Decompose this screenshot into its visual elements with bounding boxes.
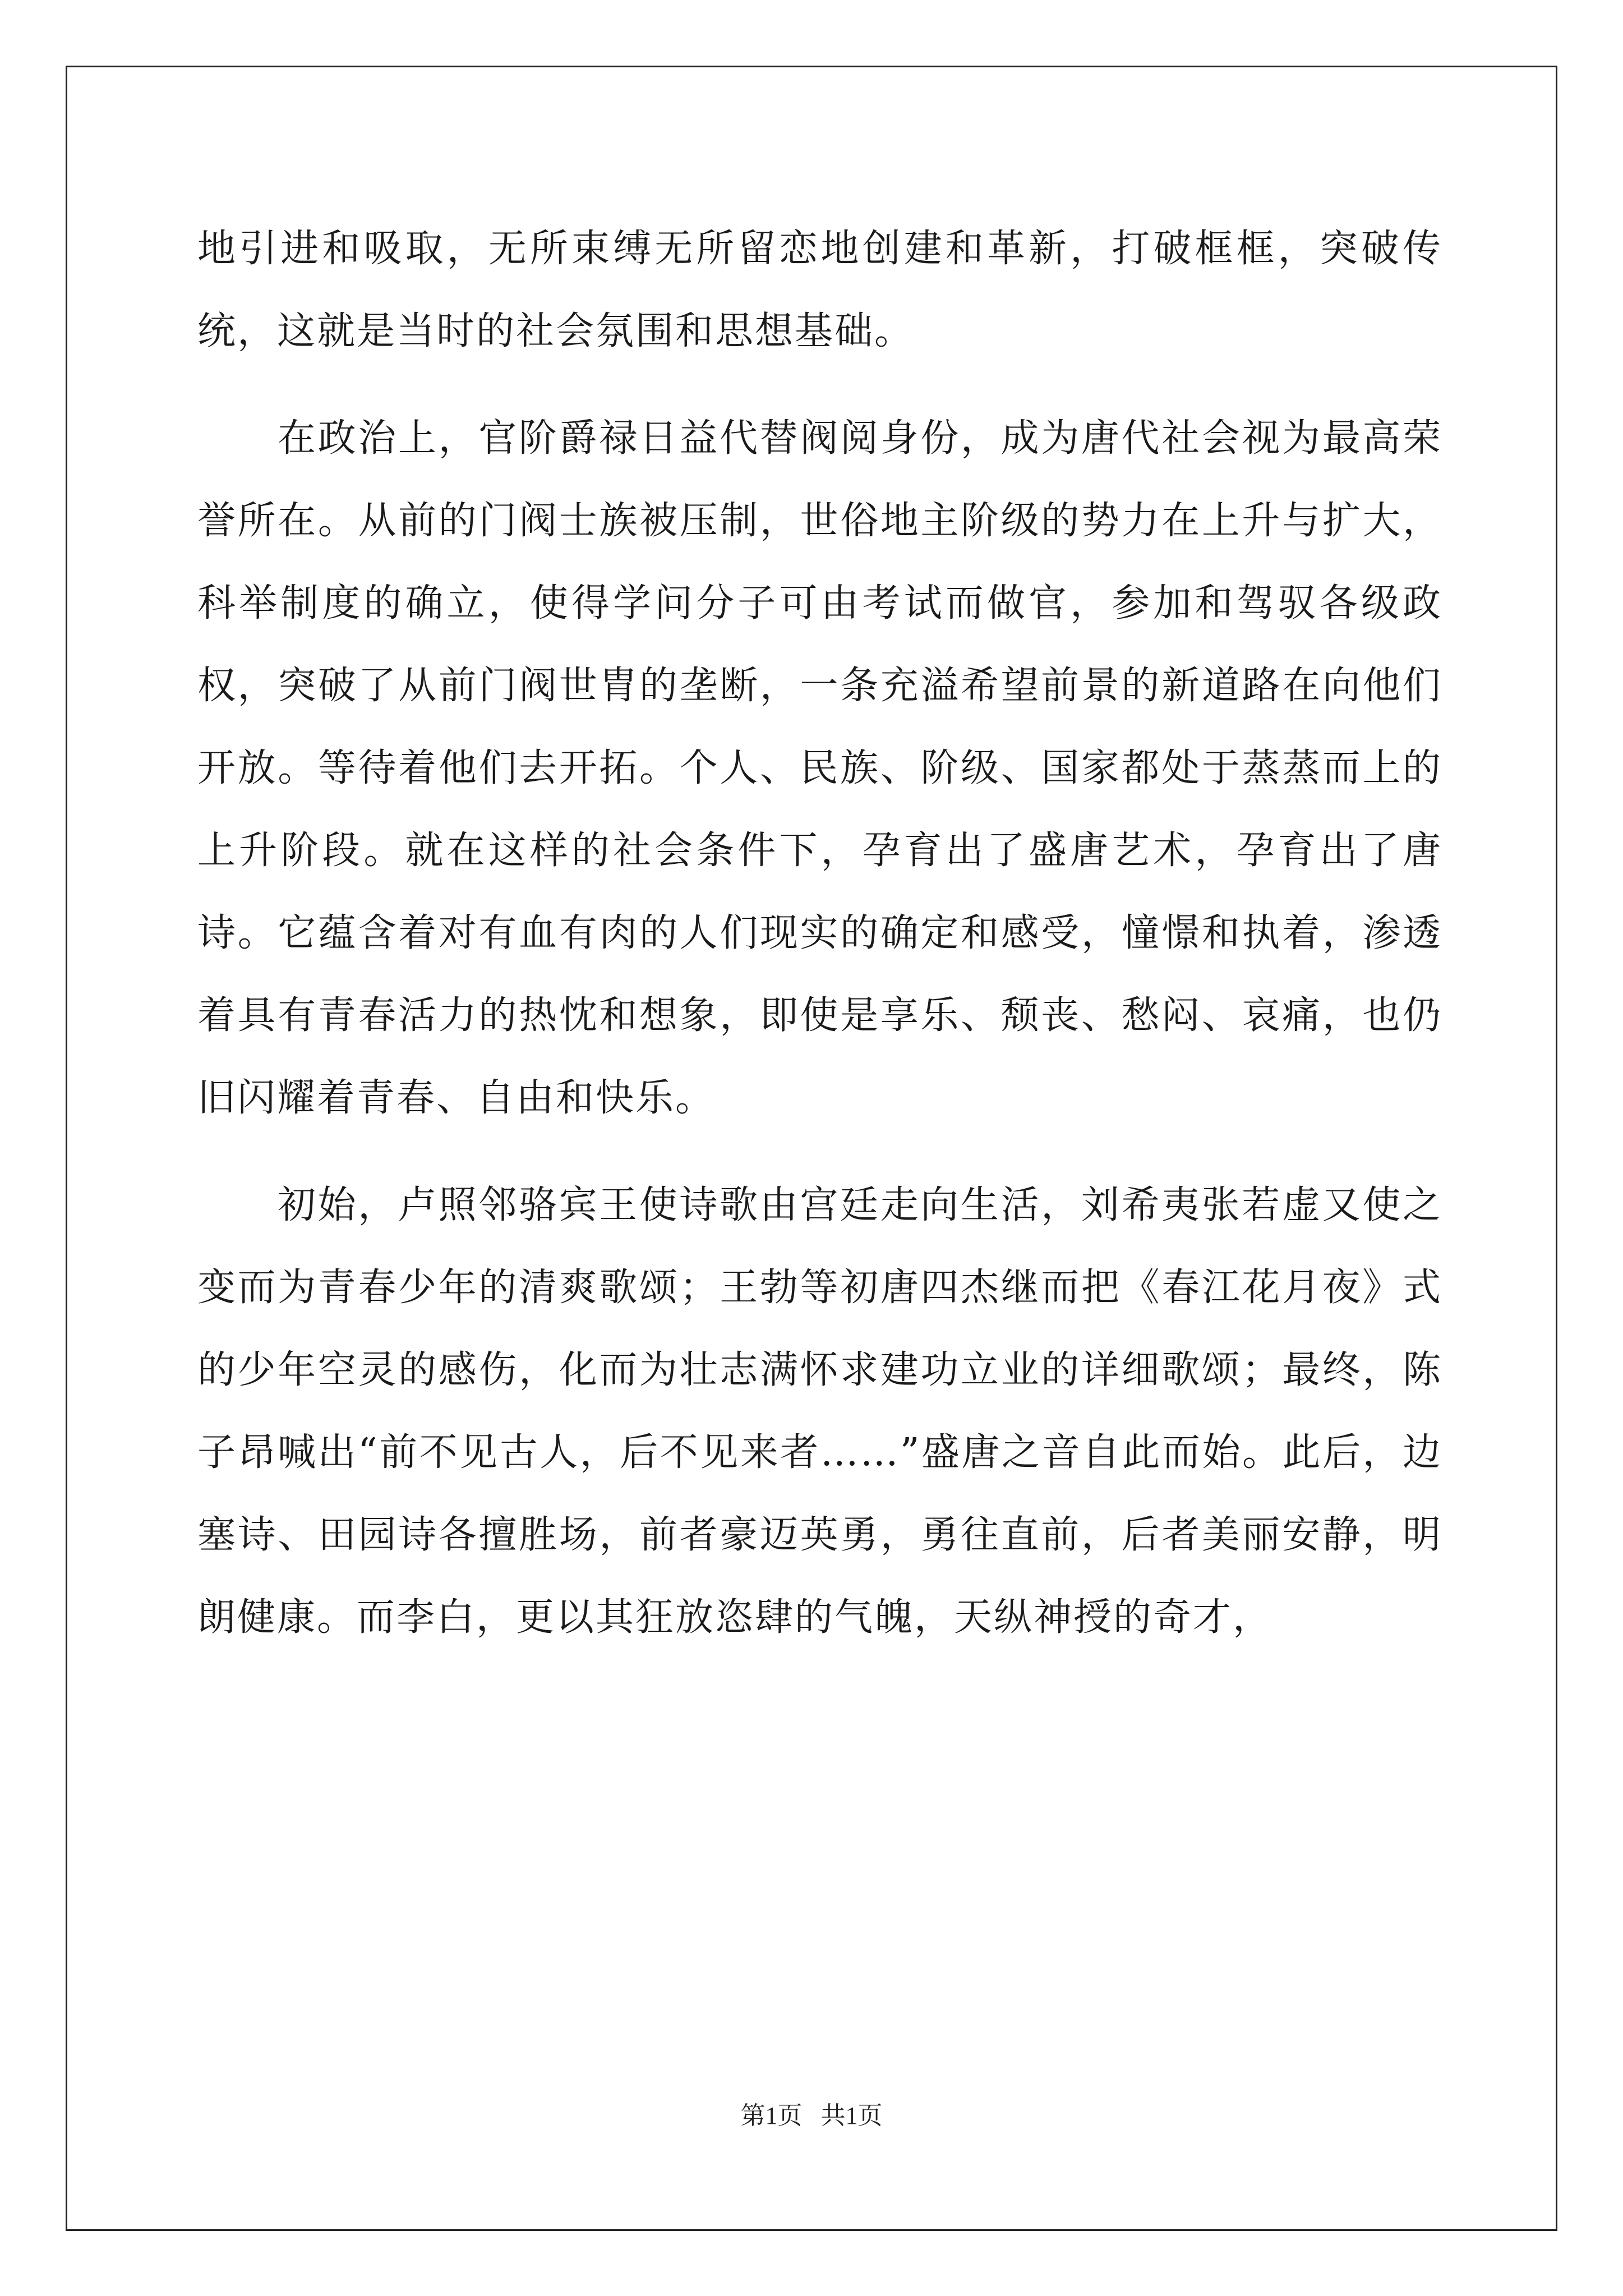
page-number-footer: 第1页 共1页 (740, 2102, 883, 2129)
paragraph-3: 初始，卢照邻骆宾王使诗歌由宫廷走向生活，刘希夷张若虚又使之变而为青春少年的清爽歌颂；王勃等初唐四杰继而把《春江花月夜》式的少年空灵的感伤，化而为壮志满怀求建功立业的详细歌颂；最终，陈子昂喊出“前不见古人，后不见来者……”盛唐之音自此而始。此后，边塞诗、田园诗各擅胜场，前者豪迈英勇，勇往直前，后者美丽安静，明朗健康。而李白，更以其狂放恣肆的气魄，天纵神授的奇才， (197, 1183, 1442, 1640)
paragraph-2: 在政治上，官阶爵禄日益代替阀阅身份，成为唐代社会视为最高荣誉所在。从前的门阀士族被压制，世俗地主阶级的势力在上升与扩大，科举制度的确立，使得学问分子可由考试而做官，参加和驾驭各级政权，突破了从前门阀世胄的垄断，一条充溢希望前景的新道路在向他们开放。等待着他们去开拓。个人、民族、阶级、国家都处于蒸蒸而上的上升阶段。就在这样的社会条件下，孕育出了盛唐艺术，孕育出了唐诗。它蕴含着对有血有肉的人们现实的确定和感受，憧憬和执着，渗透着具有青春活力的热忱和想象，即使是享乐、颓丧、愁闷、哀痛，也仍旧闪耀着青春、自由和快乐。 (197, 416, 1442, 1120)
paragraph-1: 地引进和吸取，无所束缚无所留恋地创建和革新，打破框框，突破传统，这就是当时的社会氛围和思想基础。 (197, 227, 1442, 353)
document-body (197, 208, 1442, 1659)
